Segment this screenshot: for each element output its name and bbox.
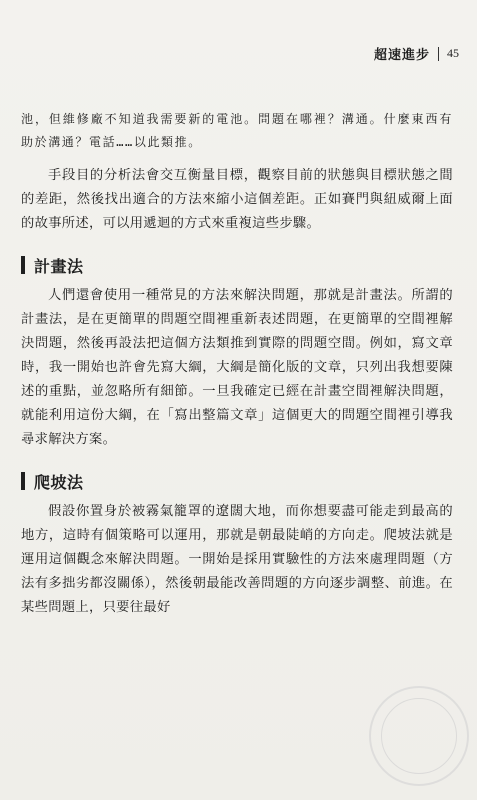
- running-title: 超速進步: [373, 48, 430, 63]
- heading-marker: [21, 256, 25, 274]
- running-header: [374, 44, 459, 63]
- header-divider: [438, 47, 439, 61]
- page-number: 45: [447, 46, 459, 60]
- page-body: [21, 108, 453, 620]
- watermark-seal: [369, 686, 469, 786]
- section-heading-hill-climbing: [21, 470, 453, 492]
- paragraph-means-ends: 手段目的分析法會交互衡量目標，觀察目前的狀態與目標狀態之間的差距，然後找出適合的方法來縮小這個差距。正如賽門與紐威爾上面的故事所述，可以用遞迴的方式來重複這些步驟。: [21, 168, 453, 231]
- section-title: 爬坡法: [34, 472, 84, 492]
- section-title: 計畫法: [34, 256, 84, 276]
- paragraph-planning: 人們還會使用一種常見的方法來解決問題，那就是計畫法。所謂的計畫法，是在更簡單的問題空間裡重新表述問題，在更簡單的空間裡解決問題，然後再設法把這個方法類推到實際的問題空間。例如，寫文章時，我一開始也許會先寫大綱，大綱是簡化版的文章，只列出我想要陳述的重點，並忽略所有細節。一旦我確定已經在計畫空間裡解決問題，就能利用這份大綱，在「寫出整篇文章」這個更大的問題空間裡引導我尋求解決方案。: [21, 288, 453, 447]
- heading-marker: [21, 472, 25, 490]
- paragraph-continued: 池，但維修廠不知道我需要新的電池。問題在哪裡？溝通。什麼東西有助於溝通？電話……以此類推。: [21, 112, 453, 149]
- paragraph-hill-climbing: 假設你置身於被霧氣籠罩的遼闊大地，而你想要盡可能走到最高的地方，這時有個策略可以運用，那就是朝最陡峭的方向走。爬坡法就是運用這個觀念來解決問題。一開始是採用實驗性的方法來處理問題（方法有多拙劣都沒關係），然後朝最能改善問題的方向逐步調整、前進。在某些問題上，只要往最好: [21, 504, 453, 615]
- section-heading-planning: [21, 254, 453, 276]
